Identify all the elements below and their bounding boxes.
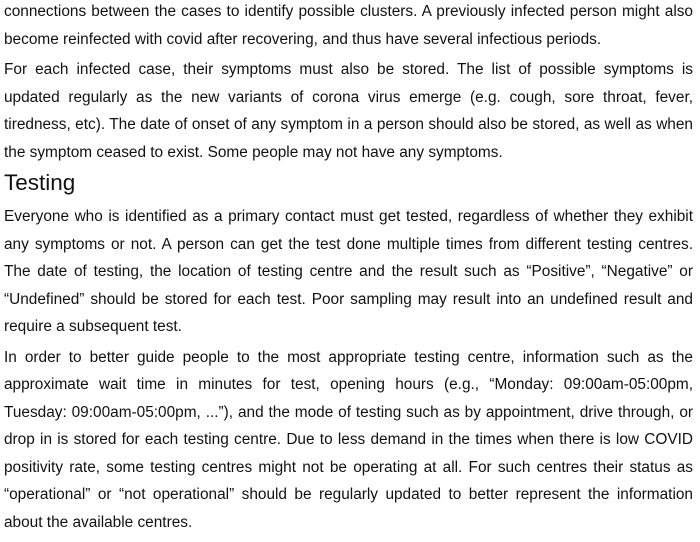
document-page — [4, 0, 693, 536]
testing-requirement-paragraph: Everyone who is identified as a primary contact must get tested, regardless of whether they exhibit any symptoms or not. A person can get the test done multiple times from different testing centres. The date of testing, the location of testing centre and the result such as “Positive”, “Negative” or “Undefined” should be stored for each test. Poor sampling may result into an undefined result and require a subsequent test. — [4, 208, 693, 335]
testing-heading: Testing — [4, 170, 76, 195]
symptoms-paragraph: For each infected case, their symptoms must also be stored. The list of possible symptoms is updated regularly as the new variants of corona virus emerge (e.g. cough, sore throat, fever, tiredness, etc). The date of onset of any symptom in a person should also be stored, as well as when the symptom ceased to exist. Some people may not have any symptoms. — [4, 61, 693, 161]
clusters-paragraph: connections between the cases to identify possible clusters. A previously infected person might also become reinfected with covid after recovering, and thus have several infectious periods. — [4, 3, 693, 48]
testing-centre-paragraph: In order to better guide people to the most appropriate testing centre, information such as the approximate wait time in minutes for test, opening hours (e.g., “Monday: 09:00am-05:00pm, Tuesday: 09:00am-05:00pm, ...”), and the mode of testing such as by appointment, drive through, or drop in is stored for each testing centre. Due to less demand in the times when there is low COVID positivity rate, some testing centres might not be operating at all. For such centres their status as “operational” or “not operational” should be regularly updated to better represent the information about the available centres. — [4, 348, 693, 531]
